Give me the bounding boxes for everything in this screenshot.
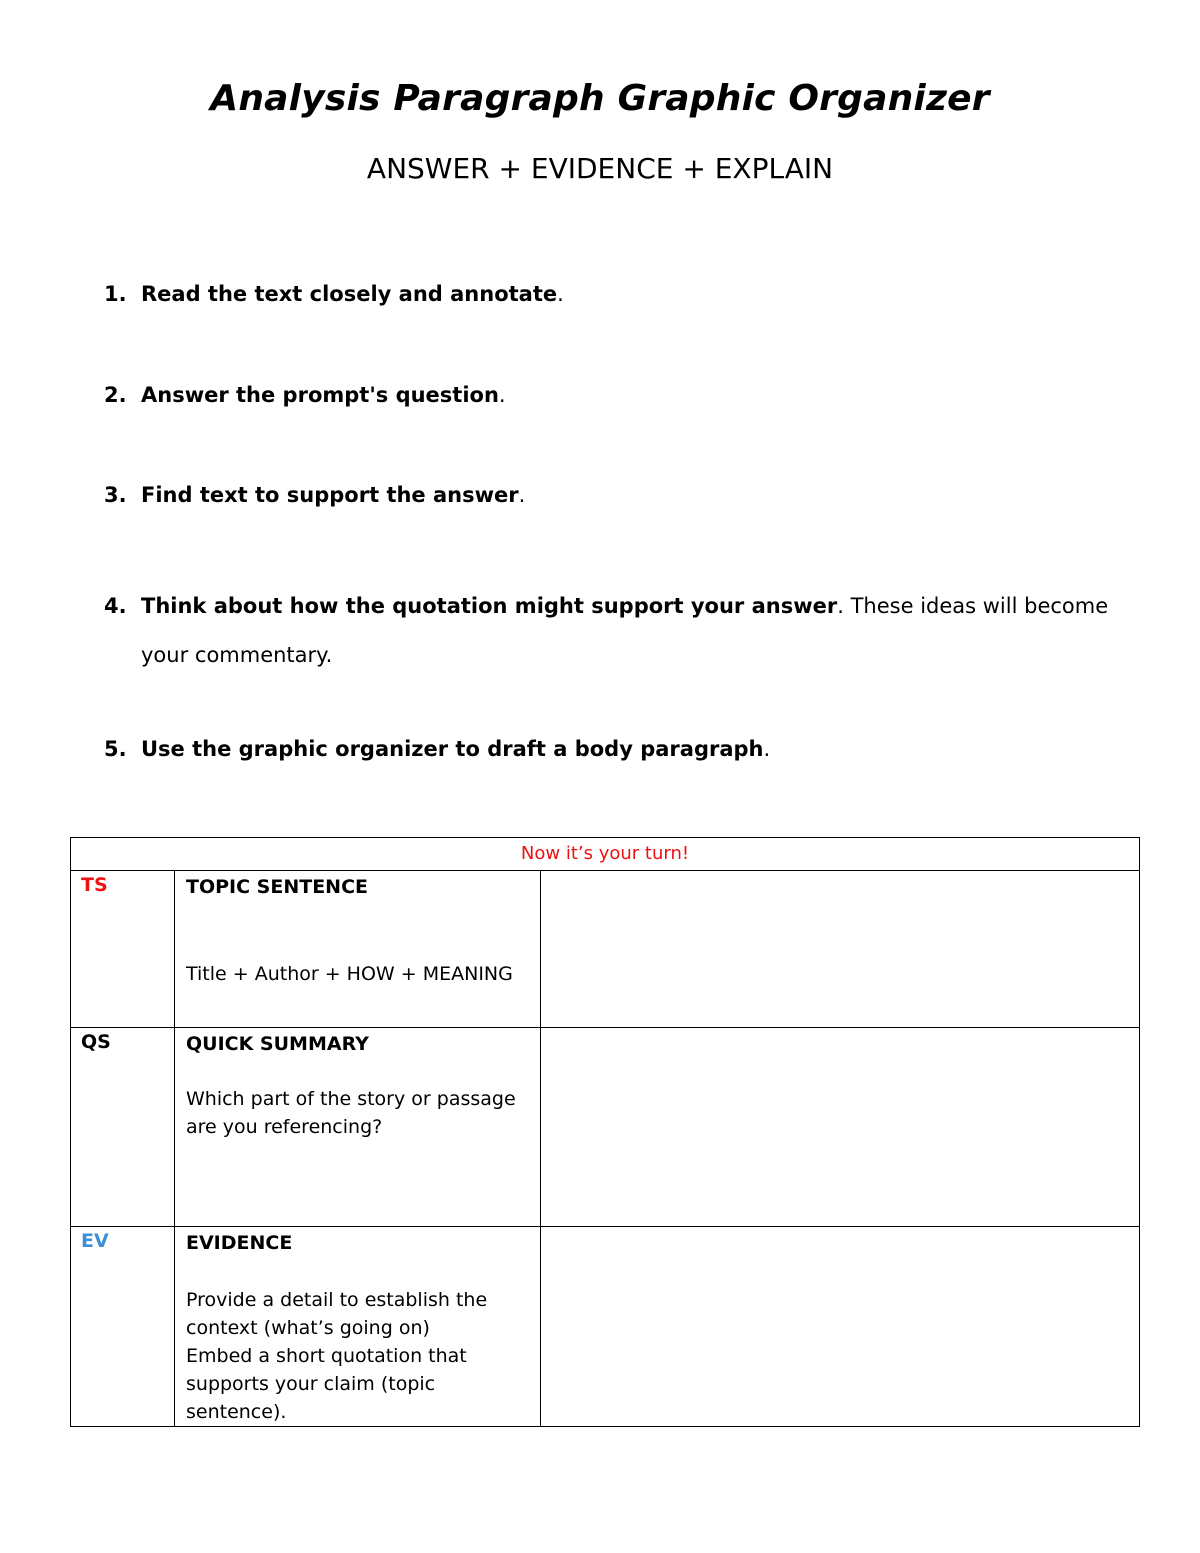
row-description: Provide a detail to establish the context (what’s going on) Embed a short quotation that supports your claim (topic sentence). bbox=[186, 1289, 488, 1423]
step-text bbox=[141, 471, 1114, 520]
step-trail: . bbox=[557, 282, 564, 306]
step-text bbox=[141, 371, 1114, 420]
step-text bbox=[141, 270, 1114, 319]
step-trail: . bbox=[837, 594, 844, 618]
page-subtitle: ANSWER + EVIDENCE + EXPLAIN bbox=[366, 152, 834, 185]
step-text bbox=[141, 725, 1114, 774]
your-turn-banner: Now it’s your turn! bbox=[71, 838, 1140, 871]
table-row-evidence bbox=[71, 1227, 1140, 1427]
row-code-qs: QS bbox=[71, 1028, 175, 1227]
step-text bbox=[141, 582, 1114, 680]
step-number: 1. bbox=[104, 282, 127, 306]
step-2 bbox=[104, 371, 1114, 420]
quick-summary-answer-cell[interactable] bbox=[541, 1028, 1140, 1227]
step-4 bbox=[104, 582, 1114, 680]
step-number: 4. bbox=[104, 594, 127, 618]
step-bold-text: Answer the prompt's question bbox=[141, 383, 499, 407]
table-row-quick-summary bbox=[71, 1028, 1140, 1227]
step-number: 2. bbox=[104, 383, 127, 407]
step-bold-text: Read the text closely and annotate bbox=[141, 282, 558, 306]
graphic-organizer-table bbox=[70, 837, 1140, 1427]
step-number: 3. bbox=[104, 483, 127, 507]
step-number: 5. bbox=[104, 737, 127, 761]
step-bold-text: Think about how the quotation might support your answer bbox=[141, 594, 838, 618]
row-label-cell bbox=[175, 1028, 541, 1227]
step-bold-text: Use the graphic organizer to draft a body paragraph bbox=[141, 737, 764, 761]
step-rest: These ideas will become your commentary. bbox=[141, 594, 1109, 667]
page-title: Analysis Paragraph Graphic Organizer bbox=[210, 78, 990, 119]
step-trail: . bbox=[498, 383, 506, 407]
step-trail: . bbox=[518, 483, 526, 507]
row-code-ev: EV bbox=[71, 1227, 175, 1427]
row-heading: QUICK SUMMARY bbox=[186, 1033, 369, 1055]
row-heading: EVIDENCE bbox=[186, 1232, 293, 1254]
row-label-cell bbox=[175, 1227, 541, 1427]
row-code-ts: TS bbox=[71, 871, 175, 1028]
table-row-topic-sentence bbox=[71, 871, 1140, 1028]
row-heading: TOPIC SENTENCE bbox=[186, 876, 368, 898]
row-label-cell bbox=[175, 871, 541, 1028]
step-5 bbox=[104, 725, 1114, 774]
row-description: Which part of the story or passage are you referencing? bbox=[186, 1088, 516, 1138]
topic-sentence-answer-cell[interactable] bbox=[541, 871, 1140, 1028]
banner-row bbox=[71, 838, 1140, 871]
evidence-answer-cell[interactable] bbox=[541, 1227, 1140, 1427]
row-description: Title + Author + HOW + MEANING bbox=[186, 963, 513, 985]
step-trail: . bbox=[763, 737, 771, 761]
step-bold-text: Find text to support the answer bbox=[141, 483, 519, 507]
step-1 bbox=[104, 270, 1114, 319]
step-3 bbox=[104, 471, 1114, 520]
